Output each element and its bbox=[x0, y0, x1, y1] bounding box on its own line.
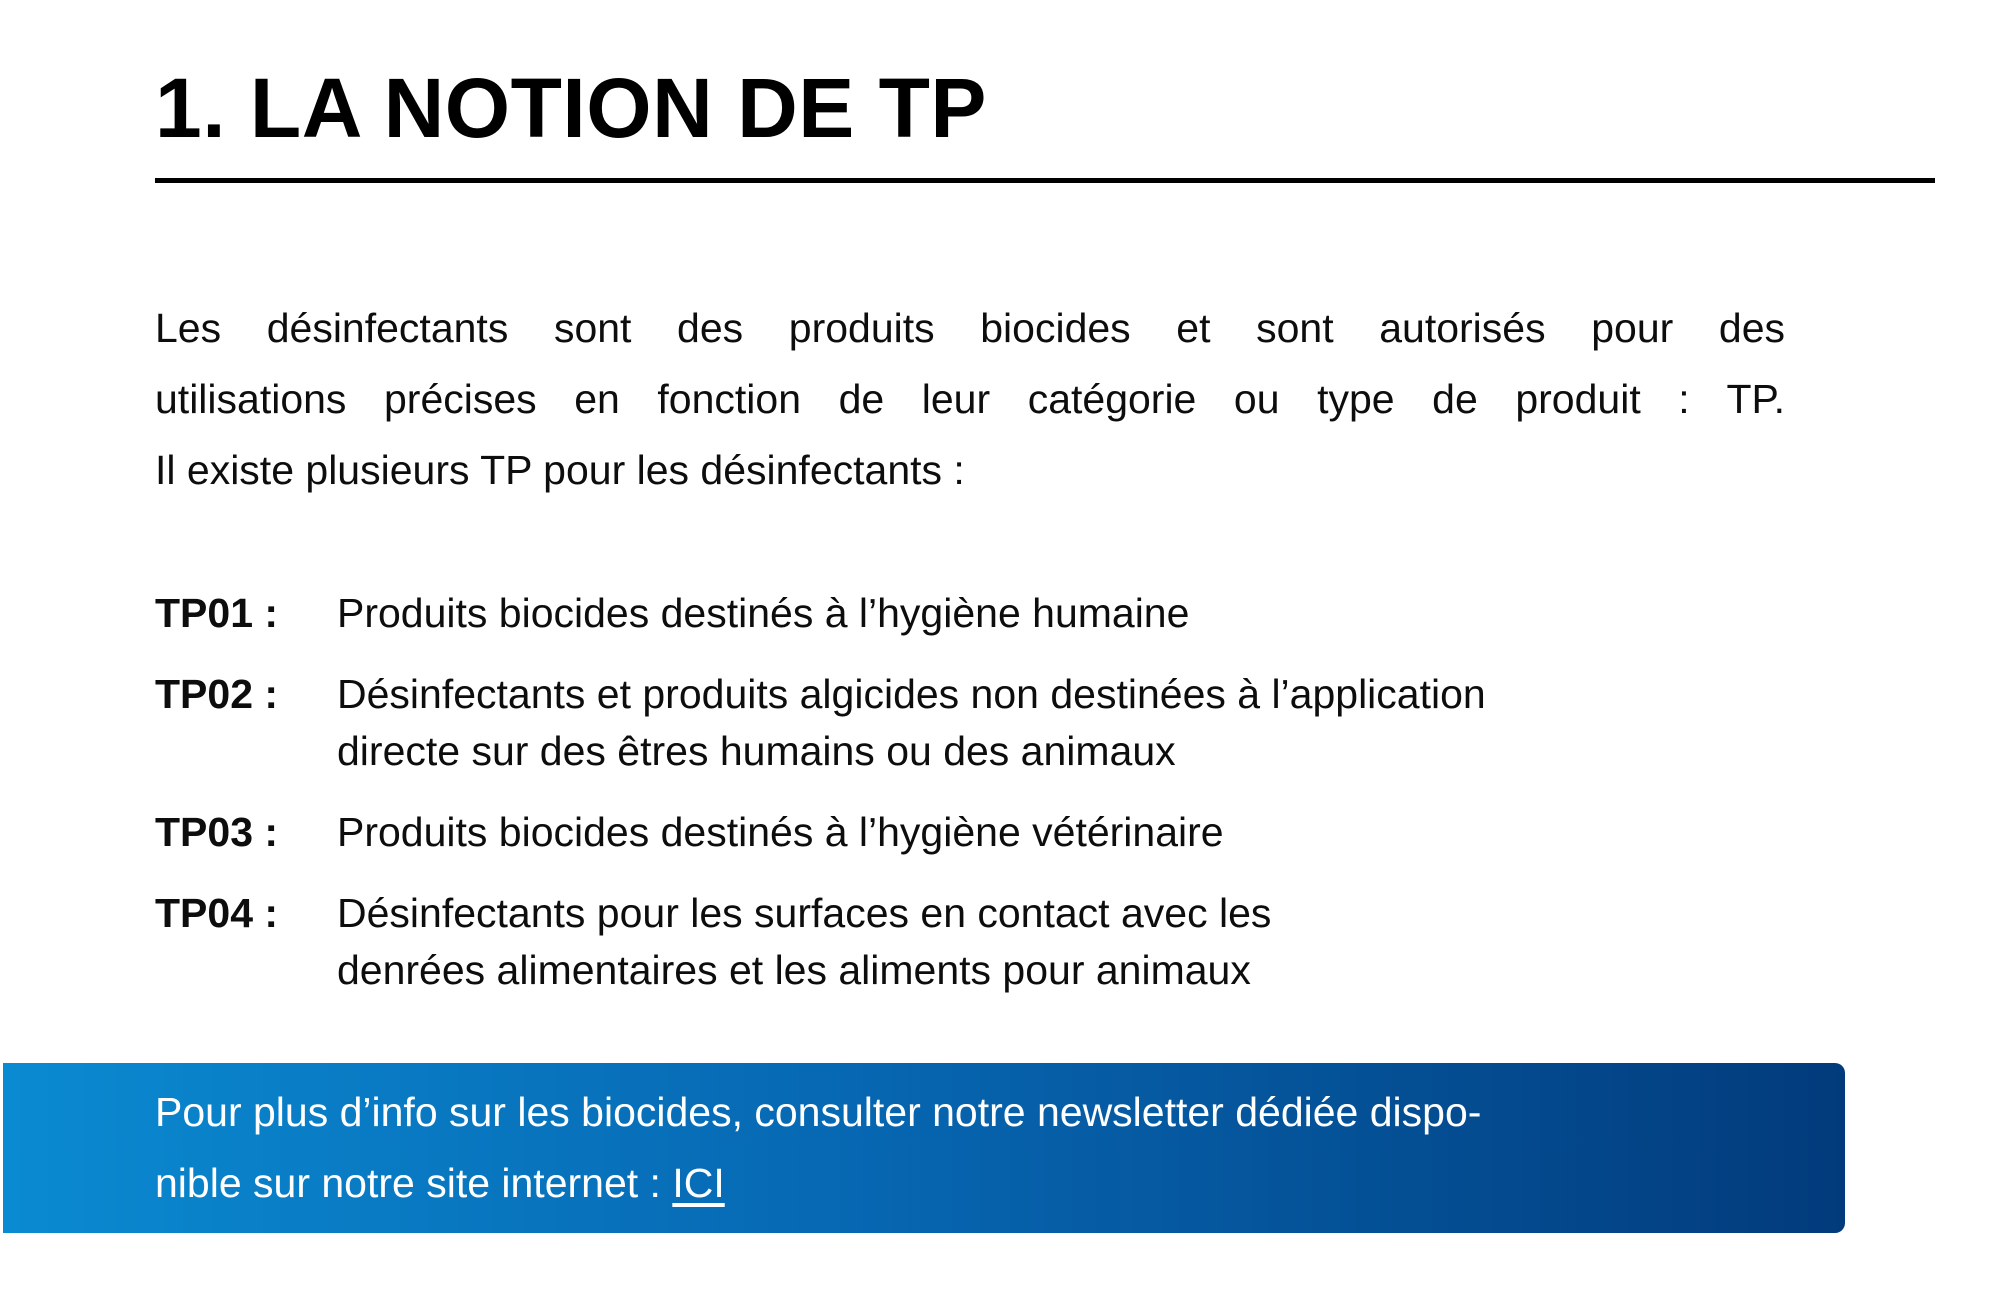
tp-description bbox=[337, 666, 1815, 780]
tp-description bbox=[337, 585, 1815, 642]
tp-code: TP03 : bbox=[155, 809, 279, 855]
banner-line: Pour plus d’info sur les biocides, consulter notre newsletter dédiée dispo- bbox=[155, 1089, 1482, 1135]
banner-text bbox=[155, 1077, 1795, 1219]
banner-line-prefix: nible sur notre site internet : bbox=[155, 1160, 673, 1206]
tp-item-tp02 bbox=[155, 666, 1815, 780]
tp-item-tp03 bbox=[155, 804, 1815, 861]
tp-code: TP01 : bbox=[155, 590, 279, 636]
tp-item-tp01 bbox=[155, 585, 1815, 642]
tp-code: TP02 : bbox=[155, 671, 279, 717]
tp-list bbox=[155, 585, 1815, 1023]
banner-line bbox=[155, 1148, 1795, 1219]
intro-line: Il existe plusieurs TP pour les désinfectants : bbox=[155, 447, 965, 493]
newsletter-link[interactable]: ICI bbox=[672, 1160, 725, 1206]
title-divider bbox=[155, 178, 1935, 183]
intro-line: Les désinfectants sont des produits biocides et sont autorisés pour des bbox=[155, 305, 1785, 351]
tp-description-line: directe sur des êtres humains ou des animaux bbox=[337, 728, 1176, 774]
section-title: 1. LA NOTION DE TP bbox=[155, 61, 987, 155]
tp-description-line: Produits biocides destinés à l’hygiène humaine bbox=[337, 590, 1190, 636]
info-banner bbox=[3, 1063, 1845, 1233]
tp-description-line: Désinfectants et produits algicides non destinées à l’application bbox=[337, 671, 1486, 717]
tp-item-tp04 bbox=[155, 885, 1815, 999]
intro-line: utilisations précises en fonction de leur catégorie ou type de produit : TP. bbox=[155, 376, 1785, 422]
tp-description-line: denrées alimentaires et les aliments pour animaux bbox=[337, 947, 1251, 993]
tp-code: TP04 : bbox=[155, 890, 279, 936]
tp-description-line: Désinfectants pour les surfaces en contact avec les bbox=[337, 890, 1272, 936]
intro-paragraph bbox=[155, 293, 1785, 506]
tp-description-line: Produits biocides destinés à l’hygiène vétérinaire bbox=[337, 809, 1224, 855]
tp-description bbox=[337, 885, 1815, 999]
tp-description bbox=[337, 804, 1815, 861]
